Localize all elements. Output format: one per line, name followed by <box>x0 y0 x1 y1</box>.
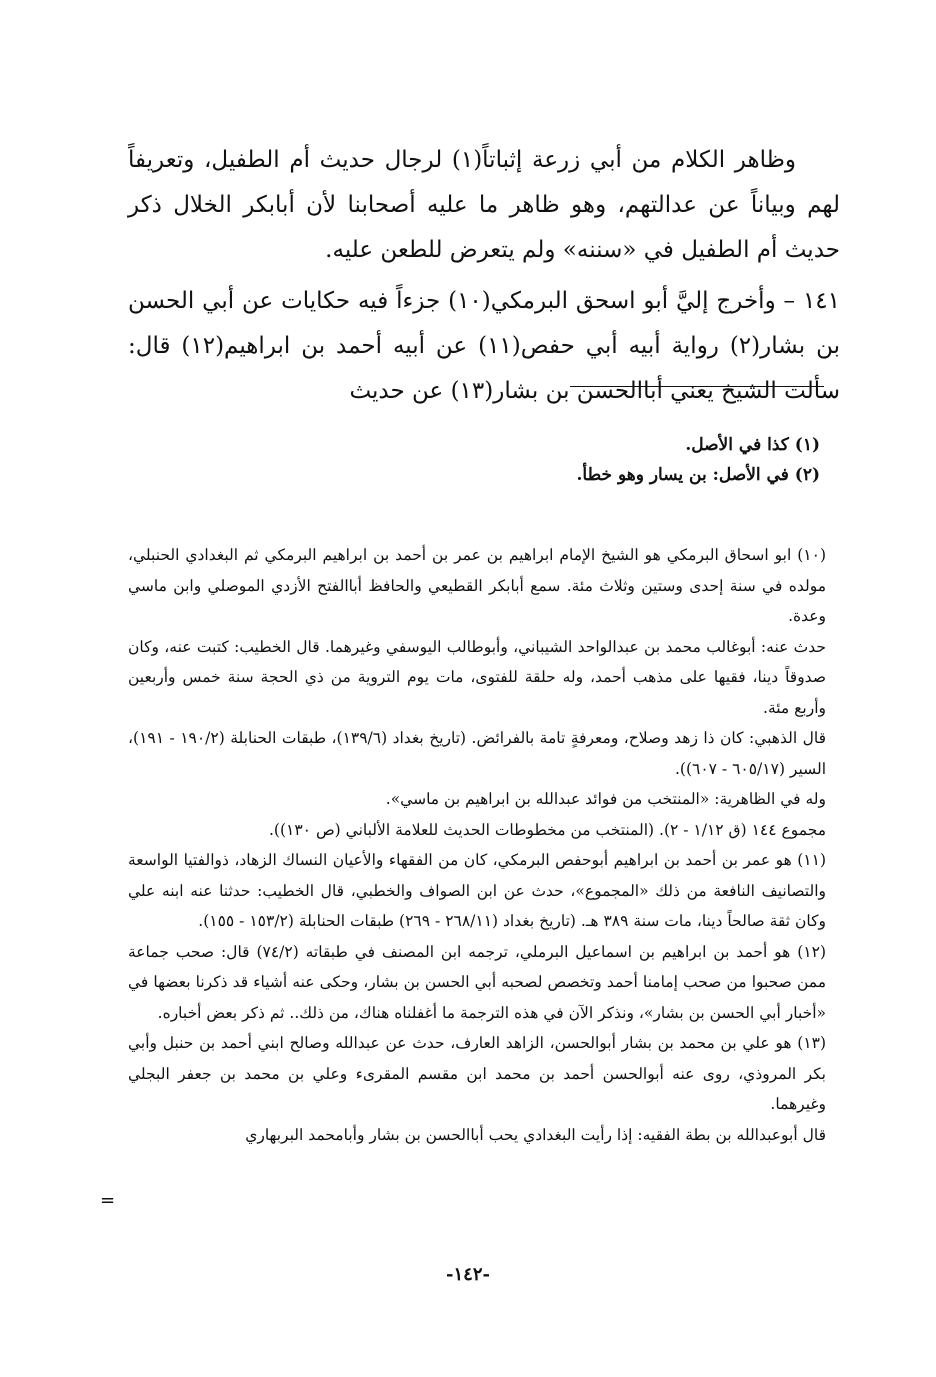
note-13: (١٣) هو علي بن محمد بن بشار أبوالحسن، الزاهد العارف، حدث عن عبدالله وصالح ابني أحمد بن حنبل وأبي بكر المروذي، روى عنه أبوالحسن أحمد بن محمد ابن مقسم المقرىء وعلي بن محمد بن جعفر البجلي وغيرهما. <box>128 1034 826 1113</box>
note-10-cont-4: مجموع ١٤٤ (ق ١/١٢ - ٢). (المنتخب من مخطوطات الحديث للعلامة الألباني (ص ١٣٠)). <box>269 820 826 839</box>
note-10-cont-3: وله في الظاهرية: «المنتخب من فوائد عبدالله بن ابراهيم بن ماسي». <box>385 790 826 808</box>
note-13-cont: قال أبوعبدالله بن بطة الفقيه: إذا رأيت البغدادي يحب أباالحسن بن بشار وأبامحمد البربهاري <box>245 1125 826 1144</box>
footnote-separator <box>570 386 824 387</box>
footnotes-primary <box>220 430 820 490</box>
footnote-1: (١) كذا في الأصل. <box>685 435 820 455</box>
continuation-mark: = <box>100 1190 116 1211</box>
note-11: (١١) هو عمر بن أحمد بن ابراهيم أبوحفص البرمكي، كان من الفقهاء والأعيان النساك الزهاد، ذوالفتيا الواسعة والتصانيف النافعة من ذلك «المجموع»، حدث عن ابن الصواف والخطبي، قال الخطيب: حدثنا عنه ابنه علي وكان ثقة صالحاً دينا، مات سنة ٣٨٩ هـ. (تاريخ بغداد (٢٦٨/١١ - ٢٦٩) طبقات الحنابلة (١٥٣/٢ - ١٥٥). <box>128 851 826 930</box>
note-10: (١٠) ابو اسحاق البرمكي هو الشيخ الإمام ابراهيم بن عمر بن أحمد بن ابراهيم البرمكي ثم البغدادي الحنبلي، مولده في سنة إحدى وستين وثلاث مئة. سمع أبابكر القطيعي والحافظ أباالفتح الأزدي الموصلي وابن ماسي وعدة. <box>128 546 826 625</box>
footnotes-secondary <box>128 540 826 1150</box>
main-text <box>128 138 840 414</box>
footnote-2: (٢) في الأصل: بن يسار وهو خطأ. <box>576 465 820 485</box>
page-number: -١٤٢- <box>446 1264 490 1285</box>
note-10-cont-2: قال الذهبي: كان ذا زهد وصلاح، ومعرفةٍ تامة بالفرائض. (تاريخ بغداد (١٣٩/٦)، طبقات الحنابلة (١٩٠/٢ - ١٩١)، السير (٦٠٥/١٧ - ٦٠٧)). <box>128 729 826 778</box>
note-10-cont-1: حدث عنه: أبوغالب محمد بن عبدالواحد الشيباني، وأبوطالب اليوسفي وغيرهما. قال الخطيب: كتبت عنه، وكان صدوقاً دينا، فقيها على مذهب أحمد، وله حلقة للفتوى، مات يوم التروية من ذي الحجة سنة خمس وأربعين وأربع مئة. <box>128 637 826 717</box>
note-12: (١٢) هو أحمد بن ابراهيم بن اسماعيل البرملي، ترجمه ابن المصنف في طبقاته (٧٤/٢) قال: صحب جماعة ممن صحبوا من صحب إمامنا أحمد وتخصص لصحبه أبي الحسن بن بشار، وحكى عنه أشياء قد ذكرنا بعضها في «أخبار أبي الحسن بن بشار»، ونذكر الآن في هذه الترجمة ما أغفلناه هناك، من ذلك.. ثم ذكر بعض أخباره. <box>128 942 826 1022</box>
main-paragraph-1: وظاهر الكلام من أبي زرعة إثباتاً(١) لرجال حديث أم الطفيل، وتعريفاً لهم وبياناً عن عدالتهم، وهو ظاهر ما عليه أصحابنا لأن أبابكر الخلال ذكر حديث أم الطفيل في «سننه» ولم يتعرض للطعن عليه. <box>128 147 840 263</box>
main-paragraph-2: ١٤١ – وأخرج إليَّ أبو اسحق البرمكي(١٠) جزءاً فيه حكايات عن أبي الحسن بن بشار(٢) رواية أبيه أبي حفص(١١) عن أبيه أحمد بن ابراهيم(١٢) قال: سألت الشيخ يعني أباالحسن بن بشار(١٣) عن حديث <box>128 288 840 404</box>
